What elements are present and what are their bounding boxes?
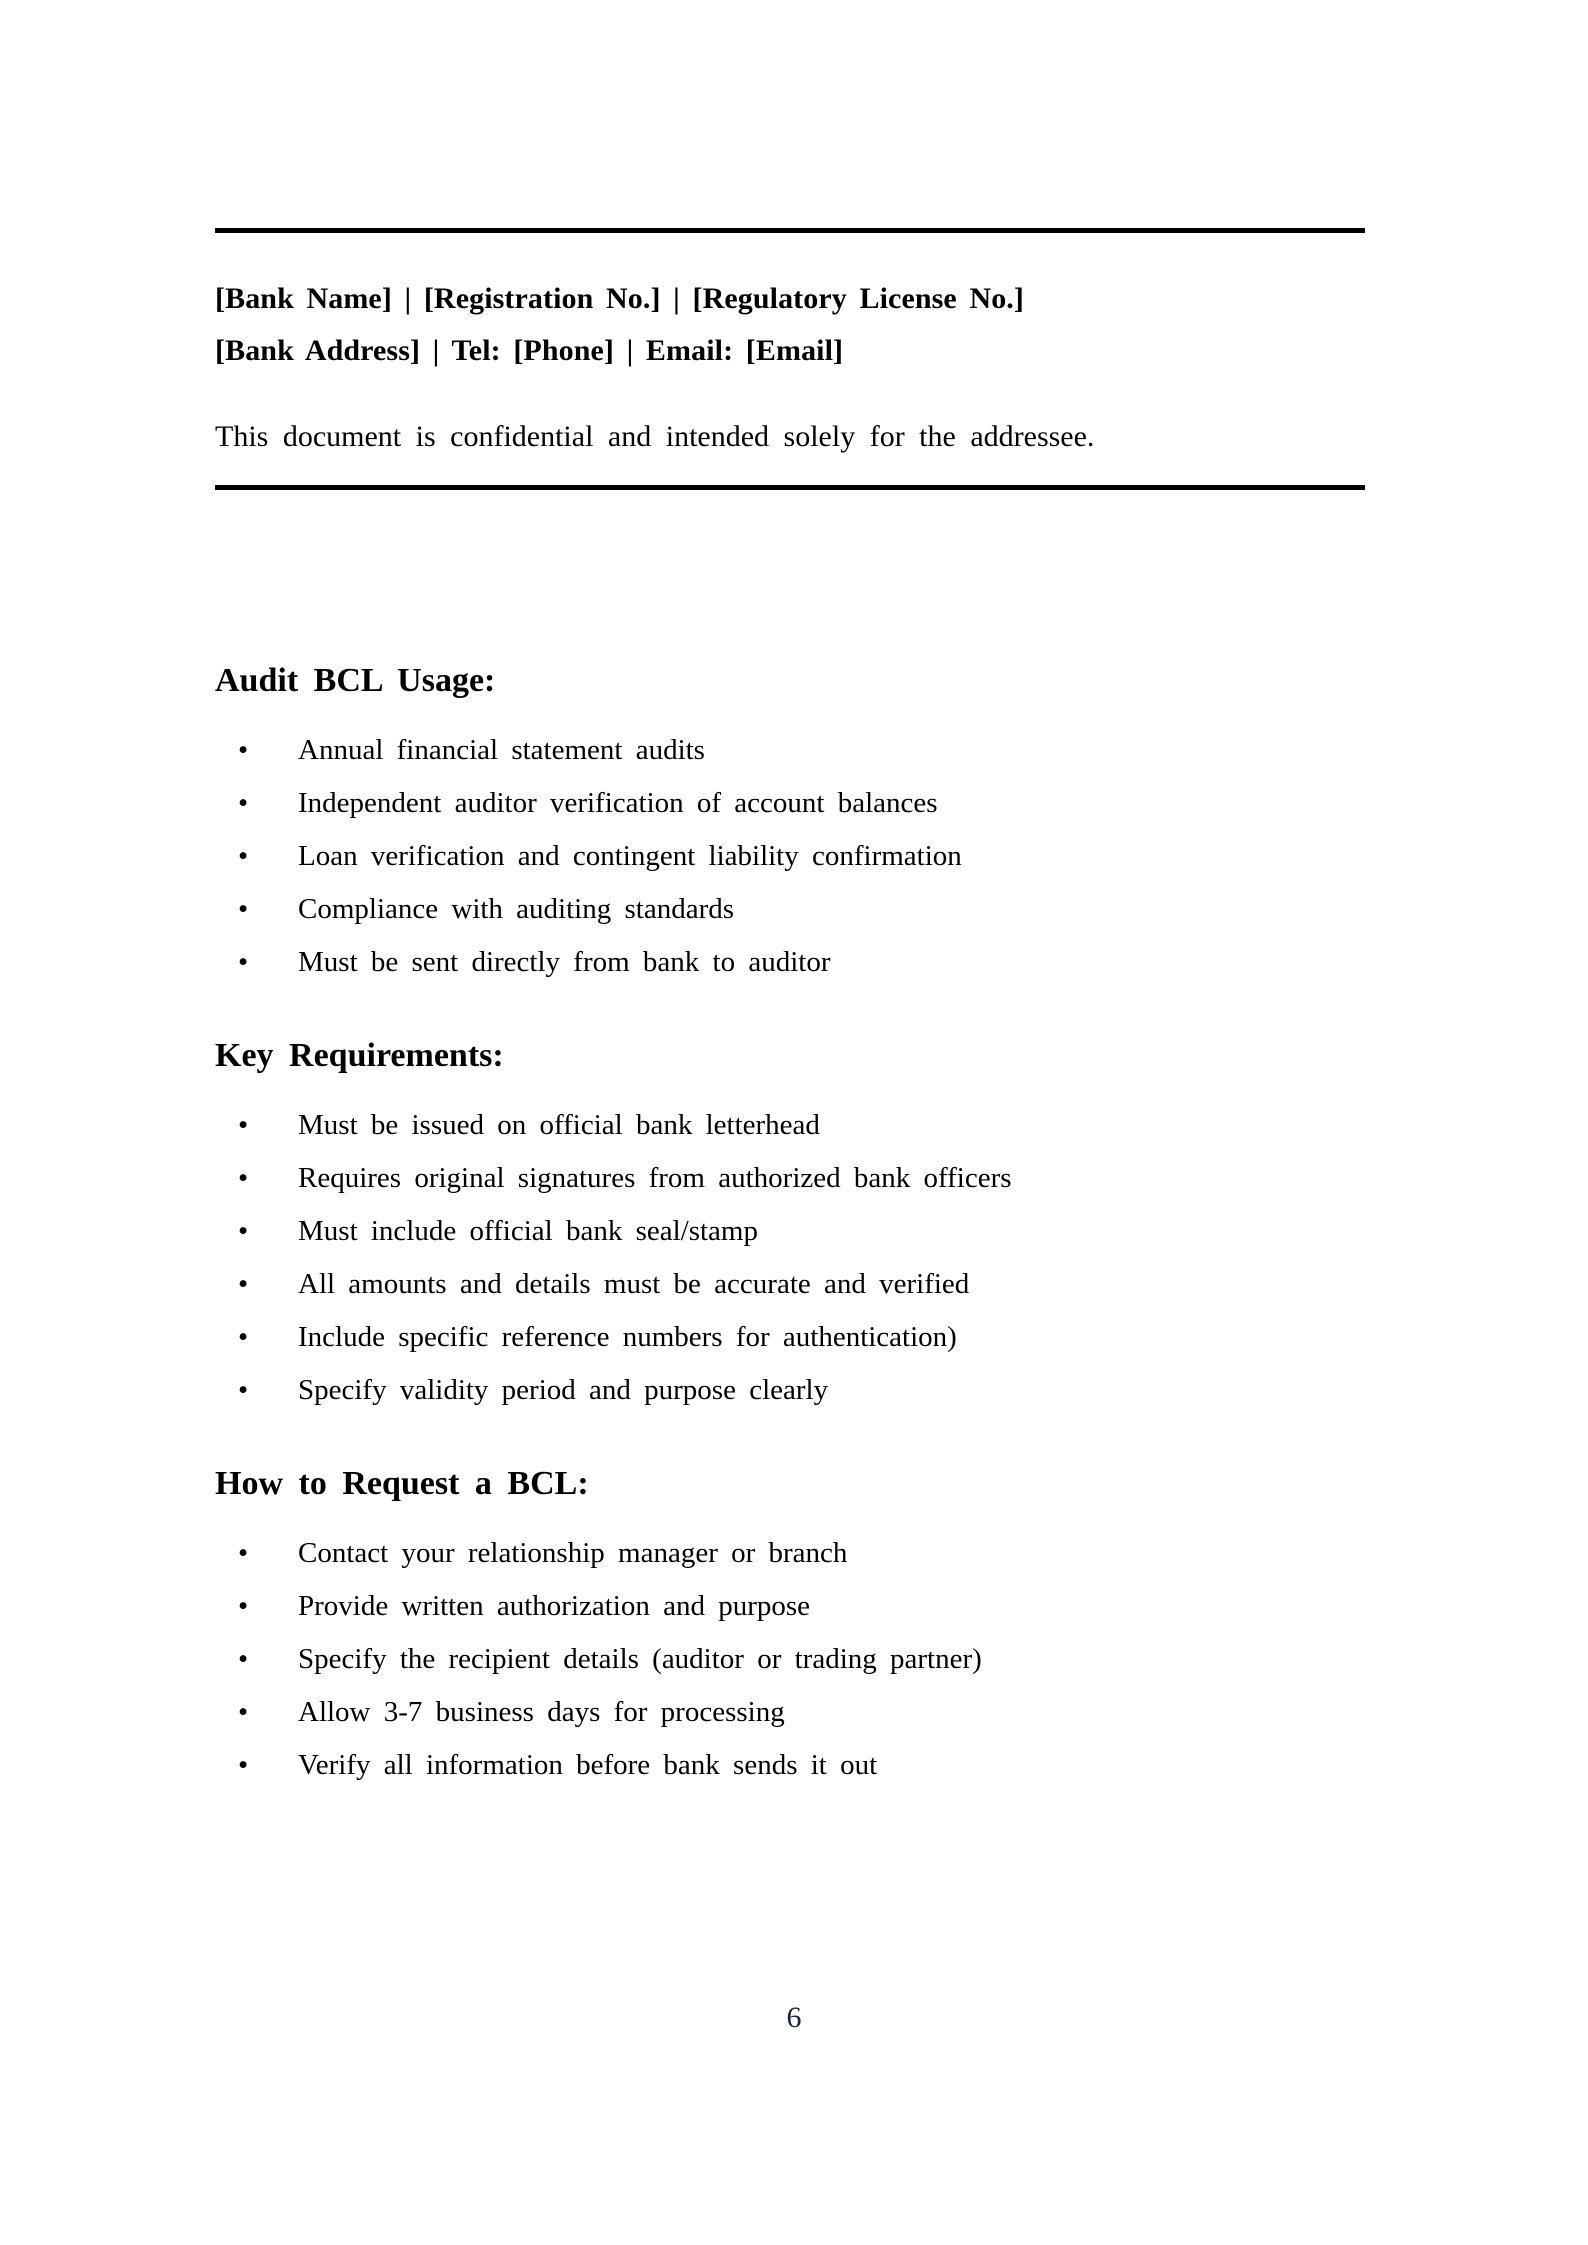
list-item: [215, 1258, 1375, 1311]
bullet-icon: •: [238, 1374, 249, 1406]
bullet-icon: •: [238, 1268, 249, 1300]
bullet-icon: •: [238, 946, 249, 978]
bullet-list: [215, 1099, 1375, 1417]
list-item: [215, 1364, 1375, 1417]
list-item: [215, 724, 1375, 777]
list-item-label: Must be issued on official bank letterhead: [298, 1109, 820, 1141]
list-item-label: All amounts and details must be accurate and verified: [298, 1268, 970, 1300]
confidentiality-notice: This document is confidential and intended solely for the addressee.: [215, 420, 1095, 453]
list-item-label: Independent auditor verification of account balances: [298, 787, 938, 819]
list-item: [215, 1633, 1375, 1686]
bullet-icon: •: [238, 1696, 249, 1728]
section-how-to-request: [215, 1463, 1375, 1792]
list-item: [215, 777, 1375, 830]
list-item-label: Specify validity period and purpose clearly: [298, 1374, 829, 1406]
section-heading: Audit BCL Usage:: [215, 662, 496, 699]
list-item-label: Verify all information before bank sends it out: [298, 1749, 878, 1781]
bullet-icon: •: [238, 1109, 249, 1141]
list-item: [215, 1099, 1375, 1152]
list-item-label: Allow 3-7 business days for processing: [298, 1696, 785, 1728]
bank-identity-line: [Bank Name] | [Registration No.] | [Regulatory License No.]: [215, 282, 1024, 315]
bank-contact-line: [Bank Address] | Tel: [Phone] | Email: [Email]: [215, 334, 844, 367]
bullet-icon: •: [238, 1537, 249, 1569]
list-item-label: Must include official bank seal/stamp: [298, 1215, 758, 1247]
list-item: [215, 883, 1375, 936]
document-body: [215, 660, 1375, 1792]
list-item-label: Loan verification and contingent liability confirmation: [298, 840, 962, 872]
list-item: [215, 1580, 1375, 1633]
list-item-label: Include specific reference numbers for authentication): [298, 1321, 957, 1353]
list-item-label: Provide written authorization and purpose: [298, 1590, 811, 1622]
bullet-icon: •: [238, 1590, 249, 1622]
bullet-icon: •: [238, 1749, 249, 1781]
section-audit-bcl-usage: [215, 660, 1375, 989]
bullet-icon: •: [238, 1215, 249, 1247]
bullet-icon: •: [238, 840, 249, 872]
letterhead-bottom-rule: [215, 485, 1365, 490]
list-item-label: Requires original signatures from authorized bank officers: [298, 1162, 1012, 1194]
bullet-icon: •: [238, 787, 249, 819]
list-item-label: Annual financial statement audits: [298, 734, 705, 766]
bullet-list: [215, 1527, 1375, 1792]
section-heading: How to Request a BCL:: [215, 1465, 589, 1502]
list-item: [215, 1205, 1375, 1258]
list-item: [215, 1739, 1375, 1792]
list-item: [215, 1152, 1375, 1205]
letterhead-block: [215, 228, 1365, 490]
section-heading: Key Requirements:: [215, 1037, 504, 1074]
list-item: [215, 936, 1375, 989]
page-number: 6: [786, 2001, 802, 2034]
list-item: [215, 1527, 1375, 1580]
bullet-icon: •: [238, 1321, 249, 1353]
list-item-label: Compliance with auditing standards: [298, 893, 735, 925]
bullet-icon: •: [238, 1643, 249, 1675]
section-key-requirements: [215, 1035, 1375, 1417]
list-item: [215, 1311, 1375, 1364]
letterhead-body: [215, 233, 1365, 485]
list-item: [215, 1686, 1375, 1739]
list-item-label: Must be sent directly from bank to auditor: [298, 946, 831, 978]
bullet-icon: •: [238, 893, 249, 925]
list-item-label: Contact your relationship manager or branch: [298, 1537, 848, 1569]
bullet-icon: •: [238, 734, 249, 766]
bullet-icon: •: [238, 1162, 249, 1194]
bullet-list: [215, 724, 1375, 989]
list-item-label: Specify the recipient details (auditor or trading partner): [298, 1643, 982, 1675]
list-item: [215, 830, 1375, 883]
